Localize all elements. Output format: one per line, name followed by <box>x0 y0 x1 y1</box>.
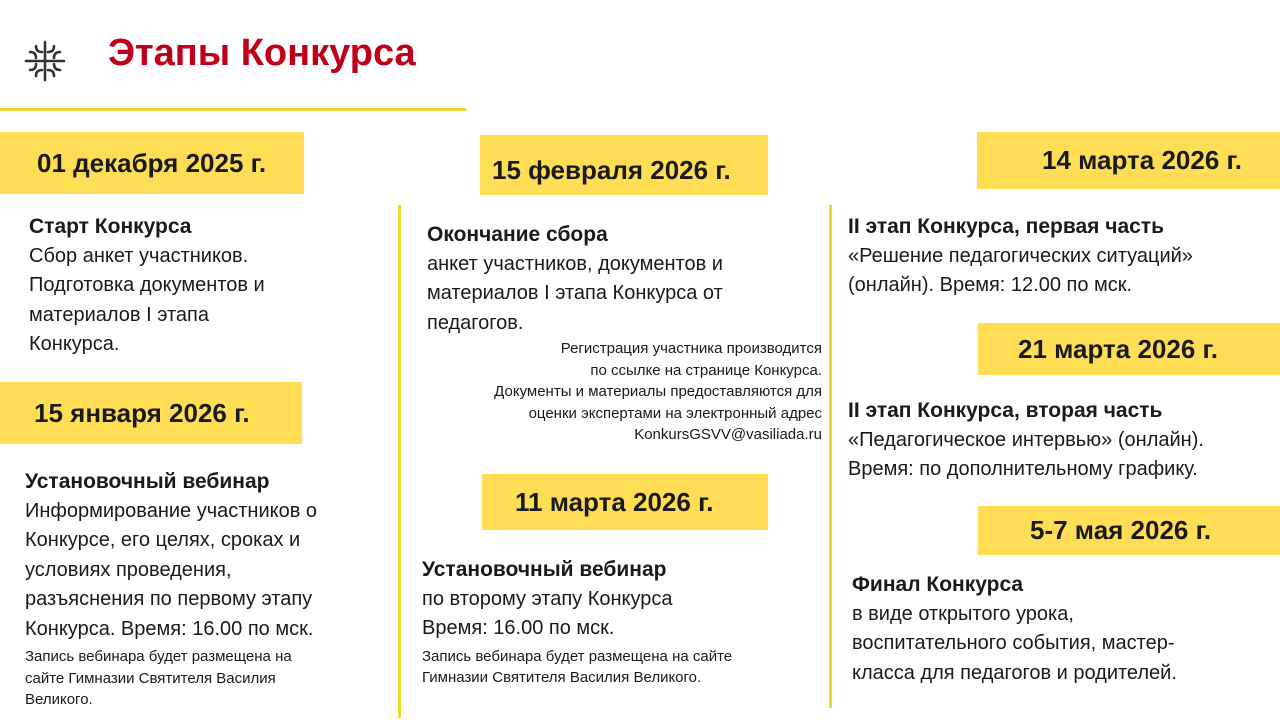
stage-text-line: материалов I этапа Конкурса от <box>427 282 723 304</box>
date-badge-mar14-2026: 14 марта 2026 г. <box>977 132 1280 189</box>
stage-text-line: Конкурса. Время: 16.00 по мск. <box>25 617 314 640</box>
stage-text-line: Время: 16.00 по мск. <box>422 617 615 639</box>
stage-heading: II этап Конкурса, первая часть <box>848 215 1164 238</box>
stage-text-line: Конкурса. <box>29 333 120 355</box>
stage-text-line: Подготовка документов и <box>29 274 265 296</box>
column-divider-left <box>398 205 401 718</box>
note-line: Запись вебинара будет размещена на <box>25 648 292 665</box>
stage-text-line: материалов I этапа <box>29 303 209 326</box>
stage-text-line: (онлайн). Время: 12.00 по мск. <box>848 274 1133 296</box>
note-line: Гимназии Святителя Василия Великого. <box>422 669 702 686</box>
stage-text-line: разъяснения по первому этапу <box>25 588 313 610</box>
final-block <box>852 570 1272 688</box>
stage-heading: Установочный вебинар <box>25 470 270 493</box>
stage-heading: Окончание сбора <box>427 223 608 246</box>
stage-text-line: в виде открытого урока, <box>852 602 1074 625</box>
stage-start-block <box>29 212 374 360</box>
date-badge-mar11-2026: 11 марта 2026 г. <box>482 474 768 530</box>
page-title: Этапы Конкурса <box>108 32 416 74</box>
note-line: Документы и материалы предоставляются для <box>494 383 822 400</box>
stage-text-line: по второму этапу Конкурса <box>422 587 673 610</box>
stage-text-line: Сбор анкет участников. <box>29 244 249 267</box>
note-line: Запись вебинара будет размещена на сайте <box>422 647 733 665</box>
column-divider-right <box>829 205 832 708</box>
note-line: Регистрация участника производится <box>560 340 822 357</box>
stage-2-part-1-block <box>848 212 1268 301</box>
stage-text-line: Время: по дополнительному графику. <box>848 458 1198 480</box>
date-badge-may-2026: 5-7 мая 2026 г. <box>978 506 1280 555</box>
note-line: по ссылке на странице Конкурса. <box>590 361 822 379</box>
registration-note <box>410 338 822 446</box>
contact-email: KonkursGSVV@vasiliada.ru <box>634 426 822 443</box>
stage-text-line: педагогов. <box>427 311 524 334</box>
title-underline <box>0 108 466 111</box>
stage-text-line: Конкурсе, его целях, сроках и <box>25 529 301 551</box>
webinar-2-block <box>422 555 822 689</box>
note-line: сайте Гимназии Святителя Василия <box>25 669 276 687</box>
note-line: оценки экспертами на электронный адрес <box>528 404 822 422</box>
date-badge-jan-2026: 15 января 2026 г. <box>0 382 302 444</box>
collection-end-block <box>427 220 822 338</box>
stage-2-part-2-block <box>848 396 1268 485</box>
stage-text-line: класса для педагогов и родителей. <box>852 661 1177 684</box>
stage-text-line: «Решение педагогических ситуаций» <box>848 244 1193 267</box>
stage-text-line: условиях проведения, <box>25 558 232 581</box>
webinar-1-block <box>25 467 395 711</box>
stage-heading: Старт Конкурса <box>29 215 192 238</box>
stage-heading: Финал Конкурса <box>852 573 1024 596</box>
date-badge-dec-2025: 01 декабря 2025 г. <box>0 132 304 194</box>
stage-heading: Установочный вебинар <box>422 558 667 581</box>
note-line: Великого. <box>25 691 93 708</box>
date-badge-feb-2026: 15 февраля 2026 г. <box>480 135 768 195</box>
ornamental-cross-icon <box>22 38 68 84</box>
stage-text-line: анкет участников, документов и <box>427 252 723 275</box>
stage-text-line: воспитательного события, мастер- <box>852 632 1175 654</box>
date-badge-mar21-2026: 21 марта 2026 г. <box>978 323 1280 375</box>
stage-heading: II этап Конкурса, вторая часть <box>848 399 1163 422</box>
stage-text-line: «Педагогическое интервью» (онлайн). <box>848 428 1204 451</box>
stage-text-line: Информирование участников о <box>25 499 318 522</box>
